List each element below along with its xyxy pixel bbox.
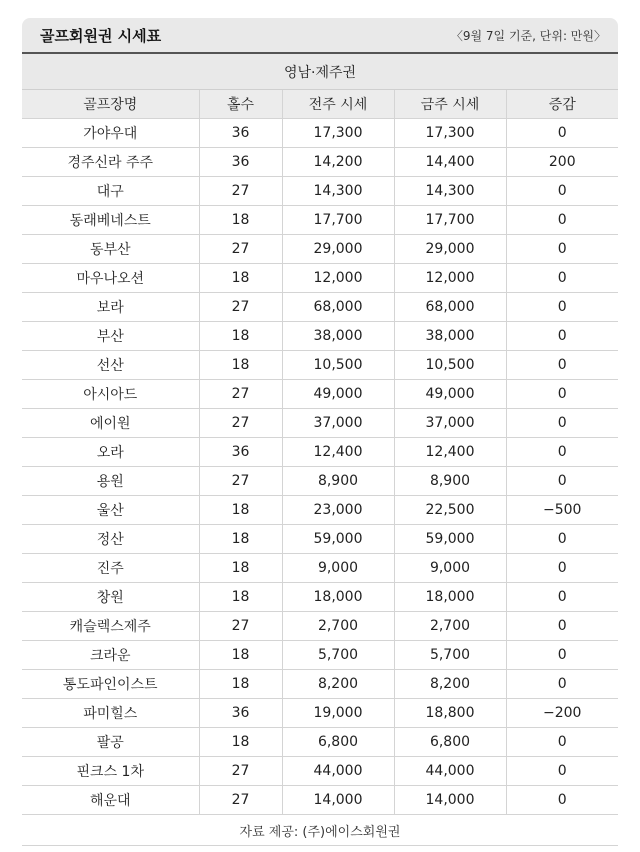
table-row xyxy=(22,119,618,148)
table-row xyxy=(22,409,618,438)
table-row xyxy=(22,177,618,206)
table-row xyxy=(22,438,618,467)
cell-holes: 27 xyxy=(199,409,282,438)
table-row xyxy=(22,293,618,322)
cell-name: 팔공 xyxy=(22,728,199,757)
table-row xyxy=(22,641,618,670)
cell-prev: 5,700 xyxy=(282,641,394,670)
cell-holes: 18 xyxy=(199,264,282,293)
cell-change: 0 xyxy=(506,670,618,699)
table-row xyxy=(22,322,618,351)
cell-holes: 27 xyxy=(199,786,282,815)
cell-holes: 18 xyxy=(199,670,282,699)
table-row xyxy=(22,670,618,699)
cell-curr: 10,500 xyxy=(394,351,506,380)
cell-name: 에이원 xyxy=(22,409,199,438)
cell-prev: 6,800 xyxy=(282,728,394,757)
cell-change: −200 xyxy=(506,699,618,728)
table-note: 〈9월 7일 기준, 단위: 만원〉 xyxy=(450,28,606,43)
cell-name: 동래베네스트 xyxy=(22,206,199,235)
cell-name: 보라 xyxy=(22,293,199,322)
cell-change: 0 xyxy=(506,206,618,235)
cell-curr: 59,000 xyxy=(394,525,506,554)
cell-name: 동부산 xyxy=(22,235,199,264)
cell-holes: 18 xyxy=(199,641,282,670)
table-row xyxy=(22,554,618,583)
price-table-panel xyxy=(22,18,618,846)
cell-change: 0 xyxy=(506,612,618,641)
cell-change: 0 xyxy=(506,322,618,351)
cell-name: 부산 xyxy=(22,322,199,351)
table-title: 골프회원권 시세표 xyxy=(40,26,162,45)
cell-holes: 18 xyxy=(199,496,282,525)
cell-name: 마우나오션 xyxy=(22,264,199,293)
cell-holes: 27 xyxy=(199,757,282,786)
cell-curr: 29,000 xyxy=(394,235,506,264)
cell-name: 크라운 xyxy=(22,641,199,670)
cell-name: 대구 xyxy=(22,177,199,206)
column-header-row xyxy=(22,90,618,119)
cell-change: 0 xyxy=(506,641,618,670)
table-header xyxy=(22,18,618,52)
cell-holes: 27 xyxy=(199,235,282,264)
col-header-curr: 금주 시세 xyxy=(394,90,506,119)
cell-name: 오라 xyxy=(22,438,199,467)
cell-holes: 18 xyxy=(199,525,282,554)
cell-name: 가야우대 xyxy=(22,119,199,148)
cell-change: 200 xyxy=(506,148,618,177)
cell-name: 정산 xyxy=(22,525,199,554)
cell-prev: 12,400 xyxy=(282,438,394,467)
table-row xyxy=(22,728,618,757)
cell-curr: 49,000 xyxy=(394,380,506,409)
cell-curr: 8,200 xyxy=(394,670,506,699)
table-row xyxy=(22,467,618,496)
cell-prev: 17,700 xyxy=(282,206,394,235)
cell-prev: 14,000 xyxy=(282,786,394,815)
cell-change: 0 xyxy=(506,235,618,264)
cell-holes: 18 xyxy=(199,554,282,583)
price-table xyxy=(22,90,618,815)
table-row xyxy=(22,699,618,728)
cell-curr: 6,800 xyxy=(394,728,506,757)
cell-prev: 44,000 xyxy=(282,757,394,786)
cell-prev: 10,500 xyxy=(282,351,394,380)
cell-name: 용원 xyxy=(22,467,199,496)
cell-name: 선산 xyxy=(22,351,199,380)
cell-name: 창원 xyxy=(22,583,199,612)
cell-curr: 9,000 xyxy=(394,554,506,583)
cell-holes: 27 xyxy=(199,177,282,206)
cell-name: 핀크스 1차 xyxy=(22,757,199,786)
cell-name: 파미힐스 xyxy=(22,699,199,728)
cell-curr: 12,400 xyxy=(394,438,506,467)
cell-prev: 17,300 xyxy=(282,119,394,148)
cell-change: 0 xyxy=(506,293,618,322)
cell-change: 0 xyxy=(506,583,618,612)
cell-change: 0 xyxy=(506,177,618,206)
cell-change: 0 xyxy=(506,351,618,380)
cell-holes: 18 xyxy=(199,206,282,235)
table-body xyxy=(22,119,618,815)
cell-curr: 22,500 xyxy=(394,496,506,525)
table-row xyxy=(22,206,618,235)
cell-change: 0 xyxy=(506,786,618,815)
col-header-prev: 전주 시세 xyxy=(282,90,394,119)
cell-holes: 36 xyxy=(199,438,282,467)
cell-curr: 12,000 xyxy=(394,264,506,293)
cell-curr: 14,300 xyxy=(394,177,506,206)
cell-name: 경주신라 주주 xyxy=(22,148,199,177)
cell-change: −500 xyxy=(506,496,618,525)
cell-curr: 38,000 xyxy=(394,322,506,351)
table-row xyxy=(22,496,618,525)
table-row xyxy=(22,757,618,786)
col-header-name: 골프장명 xyxy=(22,90,199,119)
cell-curr: 37,000 xyxy=(394,409,506,438)
cell-curr: 2,700 xyxy=(394,612,506,641)
cell-holes: 36 xyxy=(199,148,282,177)
cell-change: 0 xyxy=(506,438,618,467)
cell-curr: 44,000 xyxy=(394,757,506,786)
cell-curr: 17,300 xyxy=(394,119,506,148)
cell-holes: 27 xyxy=(199,380,282,409)
cell-name: 해운대 xyxy=(22,786,199,815)
cell-name: 울산 xyxy=(22,496,199,525)
cell-holes: 27 xyxy=(199,293,282,322)
cell-holes: 18 xyxy=(199,728,282,757)
cell-prev: 68,000 xyxy=(282,293,394,322)
table-row xyxy=(22,235,618,264)
cell-curr: 5,700 xyxy=(394,641,506,670)
cell-prev: 37,000 xyxy=(282,409,394,438)
cell-name: 진주 xyxy=(22,554,199,583)
table-row xyxy=(22,583,618,612)
cell-change: 0 xyxy=(506,380,618,409)
cell-prev: 8,900 xyxy=(282,467,394,496)
table-row xyxy=(22,786,618,815)
cell-holes: 18 xyxy=(199,583,282,612)
cell-holes: 27 xyxy=(199,467,282,496)
cell-curr: 17,700 xyxy=(394,206,506,235)
cell-name: 통도파인이스트 xyxy=(22,670,199,699)
cell-curr: 18,800 xyxy=(394,699,506,728)
cell-prev: 18,000 xyxy=(282,583,394,612)
col-header-holes: 홀수 xyxy=(199,90,282,119)
cell-prev: 14,300 xyxy=(282,177,394,206)
cell-change: 0 xyxy=(506,119,618,148)
cell-change: 0 xyxy=(506,264,618,293)
cell-holes: 36 xyxy=(199,699,282,728)
col-header-change: 증감 xyxy=(506,90,618,119)
cell-prev: 59,000 xyxy=(282,525,394,554)
cell-holes: 18 xyxy=(199,351,282,380)
table-row xyxy=(22,148,618,177)
cell-curr: 18,000 xyxy=(394,583,506,612)
cell-change: 0 xyxy=(506,409,618,438)
cell-prev: 23,000 xyxy=(282,496,394,525)
cell-holes: 36 xyxy=(199,119,282,148)
cell-change: 0 xyxy=(506,757,618,786)
cell-name: 아시아드 xyxy=(22,380,199,409)
table-row xyxy=(22,612,618,641)
cell-curr: 68,000 xyxy=(394,293,506,322)
cell-change: 0 xyxy=(506,467,618,496)
cell-change: 0 xyxy=(506,554,618,583)
table-row xyxy=(22,380,618,409)
cell-holes: 27 xyxy=(199,612,282,641)
cell-prev: 29,000 xyxy=(282,235,394,264)
table-row xyxy=(22,264,618,293)
cell-prev: 2,700 xyxy=(282,612,394,641)
table-row xyxy=(22,525,618,554)
cell-prev: 19,000 xyxy=(282,699,394,728)
table-row xyxy=(22,351,618,380)
region-label: 영남·제주권 xyxy=(22,52,618,90)
cell-curr: 14,400 xyxy=(394,148,506,177)
cell-holes: 18 xyxy=(199,322,282,351)
cell-prev: 9,000 xyxy=(282,554,394,583)
cell-prev: 8,200 xyxy=(282,670,394,699)
cell-name: 캐슬렉스제주 xyxy=(22,612,199,641)
cell-prev: 38,000 xyxy=(282,322,394,351)
cell-change: 0 xyxy=(506,525,618,554)
cell-curr: 14,000 xyxy=(394,786,506,815)
cell-prev: 49,000 xyxy=(282,380,394,409)
cell-change: 0 xyxy=(506,728,618,757)
cell-curr: 8,900 xyxy=(394,467,506,496)
cell-prev: 14,200 xyxy=(282,148,394,177)
source-footer: 자료 제공: (주)에이스회원권 xyxy=(22,815,618,846)
cell-prev: 12,000 xyxy=(282,264,394,293)
